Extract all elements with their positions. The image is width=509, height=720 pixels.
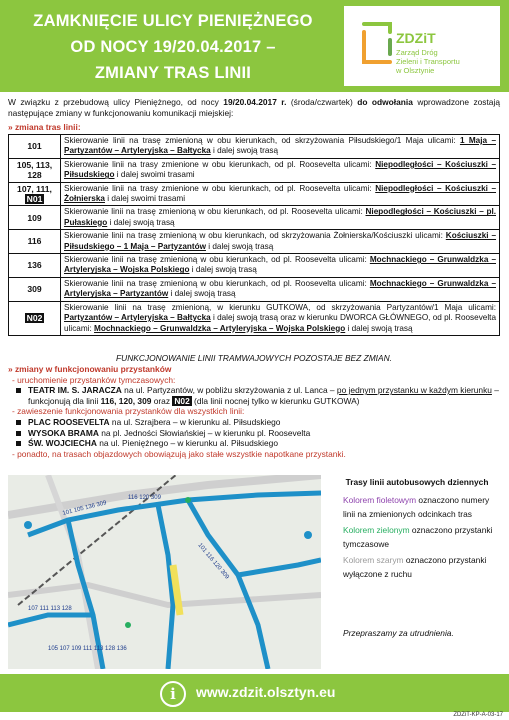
legend-green-text: oznaczono przystanki tymczasowe (343, 525, 493, 549)
legend-green (331, 523, 503, 551)
map-route-label: 105 107 109 111 113 128 136 (48, 646, 127, 652)
bullet-square-icon (16, 431, 21, 436)
route-row (9, 182, 500, 206)
suspended-stop-name: WYSOKA BRAMA (28, 427, 99, 438)
route-description: Skierowanie linii na trasę zmienioną w obu kierunkach, od pl. Roosevelta ulicami: Mochnackiego – Grunwaldzka – Artyleryjska – Wojska Polskiego i dalej swoją trasą (61, 254, 500, 278)
legend-gray-key: Kolorem szarym (343, 555, 404, 565)
info-icon: i (160, 681, 186, 707)
route-number: 109 (9, 206, 61, 230)
route-description: Skierowanie linii na trasę zmienioną w obu kierunkach, od pl. Roosevelta ulicami: Mochnackiego – Grunwaldzka – Artyleryjska – Partyzantów i dalej swoją trasą (61, 277, 500, 301)
logo-mark-icon (358, 18, 396, 70)
temporary-stop-text: TEATR IM. S. JARACZA na ul. Partyzantów, w pobliżu skrzyżowania z ul. Lanca – po jednym przystanku w każdym kierunku – funkcjonują dla linii 116, 120, 309 oraz N02 (dla linii nocnej tylko w kierunku GUTKOWA) (28, 385, 499, 406)
legend-violet (331, 493, 503, 521)
document-code: ZDZiT-KP-A-03-17 (453, 712, 503, 718)
route-description: Skierowanie linii na trasę zmienioną w obu kierunkach, od skrzyżowania Piłsudskiego/1 Maja ulicami: 1 Maja – Partyzantów – Artyleryjska – Bałtycka i dalej swoją trasą (61, 135, 500, 159)
changes-sub-temporary: - uruchomienie przystanków tymczasowych: (12, 374, 176, 385)
temporary-stop-marker (125, 622, 131, 628)
route-number: N02 (9, 301, 61, 335)
legend-title: Trasy linii autobusowych dziennych (345, 477, 489, 487)
footer-banner (0, 674, 509, 712)
route-description: Skierowanie linii na trasę zmienioną, w kierunku GUTKOWA, od skrzyżowania Partyzantów/1 Maja ulicami: Partyzantów – Artyleryjska – Bałtycka i dalej swoją trasą oraz w kierunku DWORCA GŁÓWNEGO, od pl. Roosevelta ulicami: Mochnackiego – Grunwaldzka – Artyleryjska – Wojska Polskiego i dalej swoją trasą (61, 301, 500, 335)
suspended-stop-location: na pl. Jedności Słowiańskiej – w kierunku pl. Roosevelta (98, 427, 311, 438)
suspended-stop-item (8, 428, 500, 439)
suspended-stop-location: na ul. Pieniężnego – w kierunku al. Piłsudskiego (96, 438, 278, 449)
route-description: Skierowanie linii na trasę zmienioną w obu kierunkach, od pl. Roosevelta ulicami: Niepodległości – Kościuszki – pl. Pułaskiego i dalej swoją trasą (61, 206, 500, 230)
title-line-3: ZMIANY TRAS LINII (94, 64, 252, 82)
route-row (9, 230, 500, 254)
map-route-label: 101 105 136 309 (62, 500, 108, 517)
apology-text: Przepraszamy za utrudnienia. (343, 628, 454, 638)
bullet-square-icon (16, 388, 21, 393)
routes-table (8, 134, 500, 336)
suspended-stop-item (8, 417, 500, 428)
intro-paragraph (8, 97, 500, 119)
suspended-stop-name: PLAC ROOSEVELTA (28, 416, 110, 427)
stop-changes (8, 364, 500, 459)
logo-sub-line-3: w Olsztynie (396, 66, 435, 75)
route-row (9, 135, 500, 159)
logo-sub-line-1: Zarząd Dróg (396, 48, 438, 57)
changes-sub-suspended: - zawieszenie funkcjonowania przystanków dla wszystkich linii: (12, 406, 245, 417)
logo-name: ZDZiT (396, 30, 436, 46)
temporary-stop-item (8, 385, 500, 406)
tram-note: FUNKCJONOWANIE LINII TRAMWAJOWYCH POZOSTAJE BEZ ZMIAN. (116, 353, 392, 363)
stop-marker (304, 531, 312, 539)
intro-part-3: wprowadzone zostają następujące zmiany w funkcjonowaniu komunikacji miejskiej: (8, 97, 500, 118)
legend-gray (331, 553, 503, 581)
intro-part-2: (środa/czwartek) (286, 97, 358, 107)
route-row (9, 158, 500, 182)
map-route-label: 101 116 120 309 (196, 542, 230, 581)
title-line-1: ZAMKNIĘCIE ULICY PIENIĘŻNEGO (33, 12, 313, 30)
zdzit-logo (344, 6, 500, 86)
route-description: Skierowanie linii na trasy zmienione w obu kierunkach, od pl. Roosevelta ulicami: Niepodległości – Kościuszki – Piłsudskiego i dalej swoimi trasami (61, 158, 500, 182)
route-number: 105, 113, 128 (9, 158, 61, 182)
stop-marker (24, 521, 32, 529)
website-link[interactable]: www.zdzit.olsztyn.eu (196, 684, 336, 700)
route-description: Skierowanie linii na trasy zmienione w obu kierunkach, od pl. Roosevelta ulicami: Niepodległości – Kościuszki – Żołnierska i dalej swoimi trasami (61, 182, 500, 206)
route-number: 136 (9, 254, 61, 278)
route-number: 309 (9, 277, 61, 301)
route-number: 101 (9, 135, 61, 159)
route-row (9, 301, 500, 335)
map-legend (331, 475, 503, 583)
page-title (8, 8, 338, 86)
section-routes-title: » zmiana tras linii: (8, 122, 81, 132)
intro-date: 19/20.04.2017 r. (223, 97, 287, 107)
route-row (9, 254, 500, 278)
route-row (9, 277, 500, 301)
temporary-stop-marker (185, 497, 191, 503)
suspended-stop-item (8, 438, 500, 449)
route-map-graphic (8, 475, 321, 669)
bullet-square-icon (16, 441, 21, 446)
route-row (9, 206, 500, 230)
changes-title: » zmiany w funkcjonowaniu przystanków (8, 364, 172, 374)
logo-sub-line-2: Zieleni i Transportu (396, 57, 460, 66)
title-line-2: OD NOCY 19/20.04.2017 – (70, 38, 276, 56)
suspended-stop-location: na ul. Szrajbera – w kierunku al. Piłsudskiego (109, 416, 281, 427)
intro-part-1: W związku z przebudową ulicy Pieniężnego, od nocy (8, 97, 224, 107)
header-banner (0, 0, 509, 92)
route-description: Skierowanie linii na trasę zmienioną w obu kierunkach, od skrzyżowania Żołnierska/Kościuszki ulicami: Kościuszki – Piłsudskiego – 1 Maja – Partyzantów i dalej swoją trasą (61, 230, 500, 254)
route-map (8, 475, 321, 669)
suspended-stop-name: ŚW. WOJCIECHA (28, 438, 97, 449)
legend-violet-text: oznaczono numery linii na zmienionych odcinkach tras (343, 495, 490, 519)
route-number: 116 (9, 230, 61, 254)
legend-violet-key: Kolorem fioletowym (343, 495, 417, 505)
intro-until: do odwołania (357, 97, 413, 107)
changes-note: - ponadto, na trasach objazdowych obowiązują jako stałe wszystkie napotkane przystanki. (12, 448, 346, 459)
map-route-label: 116 120 309 (128, 495, 161, 501)
logo-subtitle (396, 48, 460, 75)
legend-green-key: Kolorem zielonym (343, 525, 410, 535)
map-route-label: 107 111 113 128 (28, 606, 72, 612)
bullet-square-icon (16, 420, 21, 425)
route-number: 107, 111, N01 (9, 182, 61, 206)
legend-gray-text: oznaczono przystanki wyłączone z ruchu (343, 555, 487, 579)
